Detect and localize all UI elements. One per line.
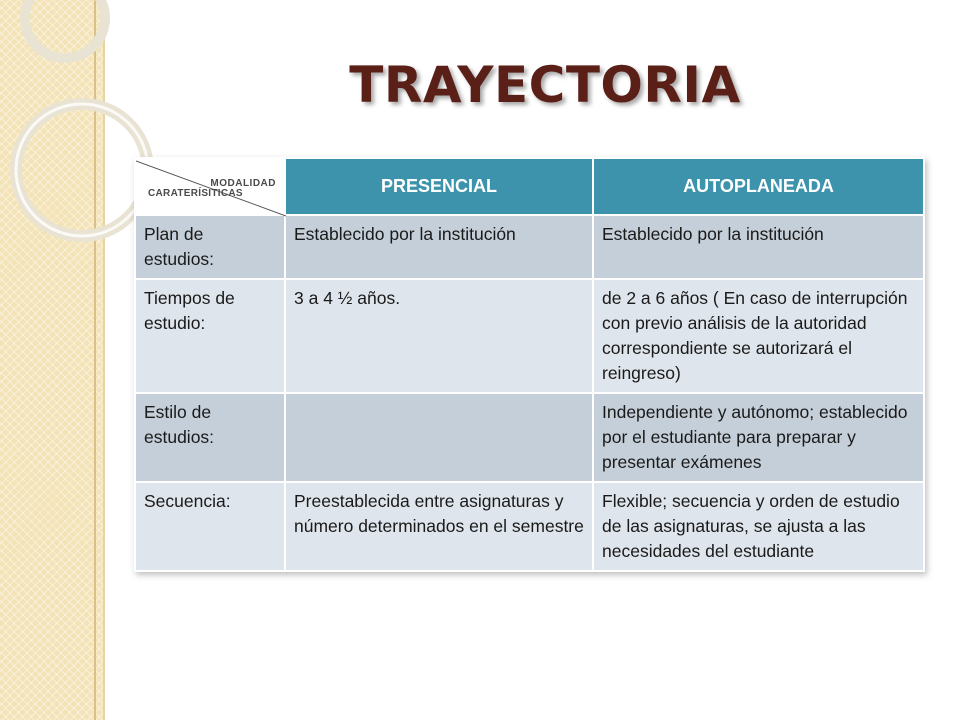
comparison-table xyxy=(134,157,925,572)
row-label: Tiempos de estudio: xyxy=(135,279,285,393)
row-label: Secuencia: xyxy=(135,482,285,571)
column-header-autoplaneada: AUTOPLANEADA xyxy=(593,158,924,215)
cell-presencial: Preestablecida entre asignaturas y número determinados en el semestre xyxy=(285,482,593,571)
table-row xyxy=(135,393,924,482)
decorative-ring-small xyxy=(25,0,105,58)
cell-autoplaneada: Independiente y autónomo; establecido por el estudiante para preparar y presentar exámenes xyxy=(593,393,924,482)
table-row xyxy=(135,482,924,571)
cell-presencial xyxy=(285,393,593,482)
slide-title: TRAYECTORIA xyxy=(349,56,741,114)
table-row xyxy=(135,279,924,393)
cell-presencial: 3 a 4 ½ años. xyxy=(285,279,593,393)
table-row xyxy=(135,215,924,279)
decorative-ring-highlight xyxy=(16,104,148,236)
column-header-presencial: PRESENCIAL xyxy=(285,158,593,215)
row-label: Plan de estudios: xyxy=(135,215,285,279)
header-corner-cell xyxy=(135,158,285,215)
corner-label-caracteristicas: CARATERÍSITICAS xyxy=(148,188,243,199)
corner-label-modalidad: MODALIDAD xyxy=(210,178,276,189)
table-header-row xyxy=(135,158,924,215)
cell-autoplaneada: de 2 a 6 años ( En caso de interrupción con previo análisis de la autoridad correspondiente se autorizará el reingreso) xyxy=(593,279,924,393)
cell-autoplaneada: Establecido por la institución xyxy=(593,215,924,279)
cell-presencial: Establecido por la institución xyxy=(285,215,593,279)
row-label: Estilo de estudios: xyxy=(135,393,285,482)
cell-autoplaneada: Flexible; secuencia y orden de estudio de las asignaturas, se ajusta a las necesidades del estudiante xyxy=(593,482,924,571)
